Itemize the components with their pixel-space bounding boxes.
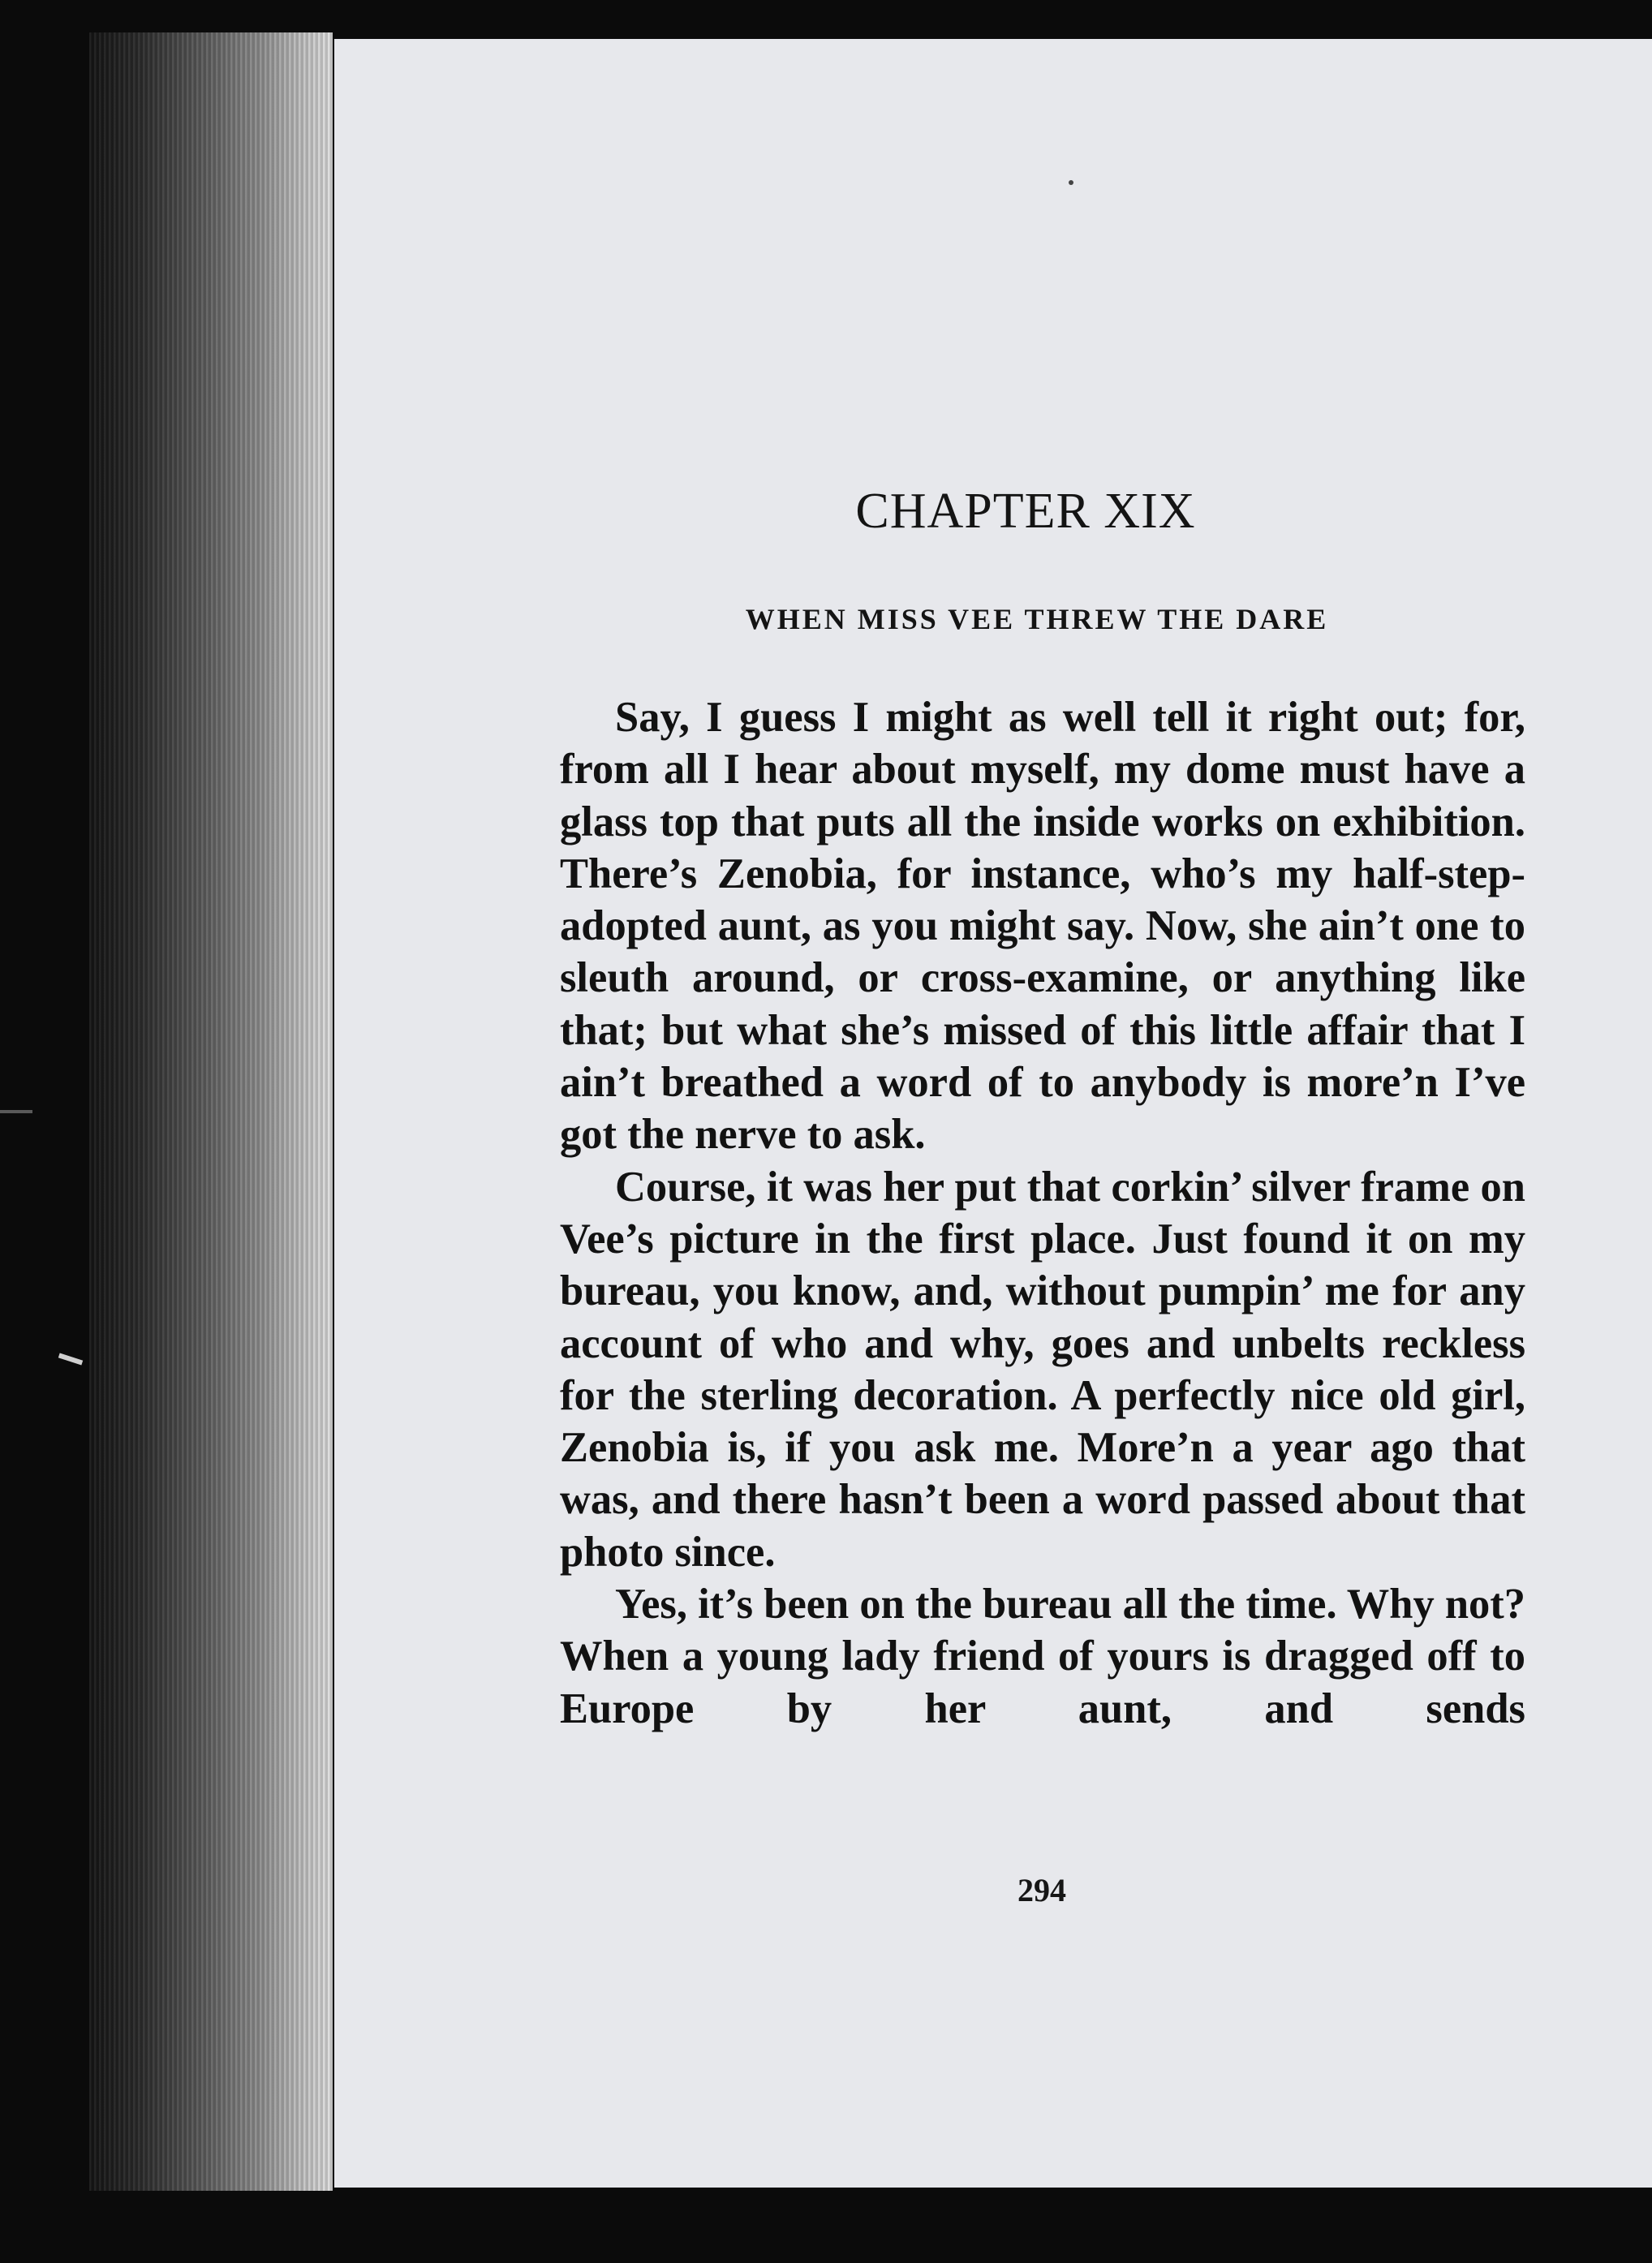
- scan-edge-mark: [0, 1110, 32, 1113]
- scan-edge-mark: [58, 1353, 83, 1366]
- chapter-subtitle: WHEN MISS VEE THREW THE DARE: [745, 603, 1329, 635]
- page-number: 294: [1017, 1872, 1066, 1908]
- ink-speck: [1069, 180, 1073, 185]
- paragraph: Say, I guess I might as well tell it right out; for, from all I hear about myself, my dome must have a glass top that puts all the inside works on exhibition. There’s Zenobia, for instance, who’s my half-step-adopted aunt, as you might say. Now, she ain’t one to sleuth around, or cross-examine, or anything like that; but what she’s missed of this little affair that I ain’t breathed a word of to anybody is more’n I’ve got the nerve to ask.: [560, 694, 1525, 1159]
- paragraph: Course, it was her put that corkin’ silver frame on Vee’s picture in the first place. Just found it on my bureau, you know, and, without pumpin’ me for any account of who and why, goes and unbelts reckless for the sterling decoration. A perfectly nice old girl, Zenobia is, if you ask me. More’n a year ago that was, and there hasn’t been a word passed about that photo since.: [560, 1163, 1525, 1576]
- book-spine-edge: [89, 32, 333, 2191]
- body-text: [560, 691, 1525, 1735]
- paragraph: Yes, it’s been on the bureau all the time. Why not? When a young lady friend of yours is dragged off to Europe by her aunt, and sends: [560, 1581, 1525, 1732]
- chapter-heading: CHAPTER XIX: [855, 484, 1196, 539]
